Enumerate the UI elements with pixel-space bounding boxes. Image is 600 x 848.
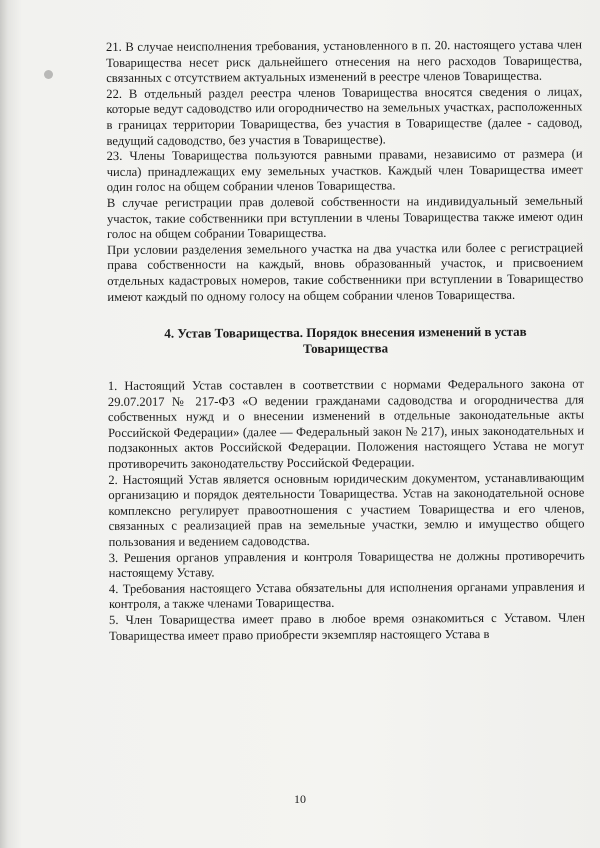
page-number: 10 [294, 792, 306, 806]
paragraph-4-5: 5. Член Товарищества имеет право в любое время ознакомиться с Уставом. Член Товарищества имеет право приобрести экземпляр настоящего Устава в [109, 610, 586, 643]
paragraph-4-3: 3. Решения органов управления и контроля Товарищества не должны противоречить настоящему Уставу. [108, 548, 585, 581]
paragraph-4-4: 4. Требования настоящего Устава обязательны для исполнения органами управления и контроля, а также членами Товарищества. [108, 579, 585, 612]
paragraph-22: 22. В отдельный раздел реестра членов Товарищества вносятся сведения о лицах, которые ведут садоводство или огородничество на земельных участках, расположенных в границах территории Товарищества, без участия в Товариществе (далее - садовод, ведущий садоводство, без участия в Товариществе). [106, 84, 583, 148]
paragraph-4-2: 2. Настоящий Устав является основным юридическим документом, устанавливающим организацию и порядок деятельности Товарищества. Устав на законодательной основе комплексно регулирует правоотношения с участием Товарищества и его членов, связанных с реализацией прав на земельные участки, землю и имущество общего пользования и ведением садоводства. [108, 470, 585, 550]
page-content [106, 38, 585, 645]
binder-hole-mark [44, 70, 53, 79]
paragraph-split-plot: При условии разделения земельного участка на два участка или более с регистрацией права собственности на каждый, вновь образованный участок, и присвоением отдельных кадастровых номеров, такие собственники при вступлении в Товарищество имеют каждый по одному голосу на общем собрании членов Товарищества. [107, 240, 584, 304]
paragraph-4-1: 1. Настоящий Устав составлен в соответствии с нормами Федерального закона от 29.07.2017 № 217-ФЗ «О ведении гражданами садоводства и огородничества для собственных нужд и о внесении изменений в отдельные законодательные акты Российской Федерации» (далее — Федеральный закон № 217), иных законодательных и подзаконных актов Российской Федерации. Положения настоящего Устава не могут противоречить законодательству Российской Федерации. [107, 376, 585, 472]
paragraph-21: 21. В случае неисполнения требования, установленного в п. 20. настоящего устава член Товарищества несет риск дальнейшего отнесения на него расходов Товарищества, связанных с отсутствием актуальных изменений в реестре членов Товарищества. [106, 37, 583, 86]
section-4-heading: 4. Устав Товарищества. Порядок внесения изменений в устав Товарищества [164, 323, 527, 357]
paragraph-23: 23. Члены Товарищества пользуются равными правами, независимо от размера (и числа) принадлежащих ему земельных участков. Каждый член Товарищества имеет один голос на общем собрании членов Товарищества. [106, 146, 583, 195]
paragraph-shared-ownership: В случае регистрации прав долевой собственности на индивидуальный земельный участок, такие собственники при вступлении в члены Товарищества также имеют один голос на общем собрании Товарищества. [106, 193, 583, 242]
